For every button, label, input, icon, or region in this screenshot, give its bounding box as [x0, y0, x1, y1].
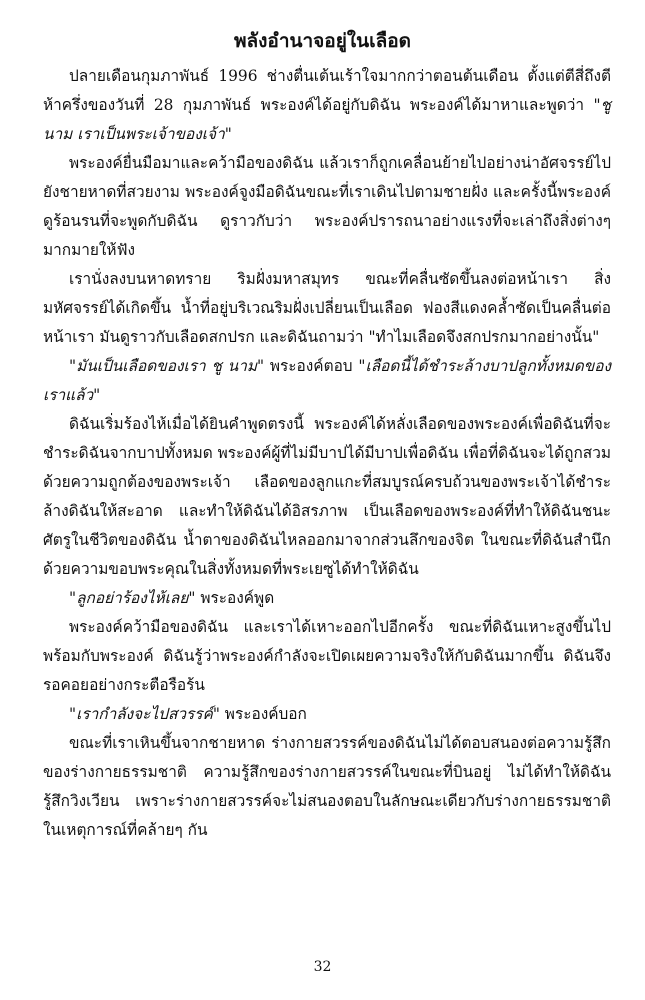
quote-run: "ลูกอย่าร้องไห้เลย"	[69, 589, 196, 607]
text-run: พระองค์ยื่นมือมาและคว้ามือของดิฉัน แล้วเราก็ถูกเคลื่อนย้ายไปอย่างน่าอัศจรรย์ไปยังชายหาดที่สวยงาม พระองค์จูงมือดิฉันขณะที่เราเดินไปตามชายฝั่ง และครั้งนี้พระองค์ดูร้อนรนที่จะพูดกับดิฉัน ดูราวกับว่า พระองค์ปรารถนาอย่างแรงที่จะเล่าถึงสิ่งต่างๆ มากมายให้ฟัง	[43, 154, 611, 259]
text-run: พระองค์ตอบ	[264, 357, 359, 375]
paragraph	[43, 410, 611, 584]
paragraph	[43, 613, 611, 700]
paragraph	[43, 584, 611, 613]
quote-run: "มันเป็นเลือดของเรา ชู นาม"	[69, 357, 265, 375]
paragraph	[43, 62, 611, 149]
paragraph	[43, 700, 611, 729]
paragraph	[43, 729, 611, 845]
quote-run: "เลือดนี้ได้ชำระล้างบาปลูกทั้งหมดของเราแล้ว"	[43, 357, 611, 404]
chapter-body	[43, 62, 611, 845]
text-run: พระองค์คว้ามือของดิฉัน และเราได้เหาะออกไปอีกครั้ง ขณะที่ดิฉันเหาะสูงขึ้นไปพร้อมกับพระองค์ ดิฉันรู้ว่าพระองค์กำลังจะเปิดเผยความจริงให้กับดิฉันมากขึ้น ดิฉันจึงรอคอยอย่างกระตือรือร้น	[43, 618, 611, 694]
page-number: 32	[313, 959, 332, 975]
chapter-title: พลังอำนาจอยู่ในเลือด	[233, 30, 411, 52]
text-run: เรานั่งลงบนหาดทราย ริมฝั่งมหาสมุทร ขณะที่คลื่นซัดขึ้นลงต่อหน้าเรา สิ่งมหัศจรรย์ได้เกิดขึ้น น้ำที่อยู่บริเวณริมฝั่งเปลี่ยนเป็นเลือด ฟองสีแดงคล้ำซัดเป็นคลื่นต่อหน้าเรา มันดูราวกับเลือดสกปรก และดิฉันถามว่า "ทำไมเลือดจึงสกปรกมากอย่างนั้น"	[43, 270, 611, 346]
paragraph	[43, 149, 611, 265]
text-run: ดิฉันเริ่มร้องไห้เมื่อได้ยินคำพูดตรงนี้ พระองค์ได้หลั่งเลือดของพระองค์เพื่อดิฉันที่จะชำระดิฉันจากบาปทั้งหมด พระองค์ผู้ที่ไม่มีบาปได้มีบาปเพื่อดิฉัน เพื่อที่ดิฉันจะได้ถูกสวมด้วยความถูกต้องของพระเจ้า เลือดของลูกแกะที่สมบูรณ์ครบถ้วนของพระเจ้าได้ชำระล้างดิฉันให้สะอาด และทำให้ดิฉันได้อิสรภาพ เป็นเลือดของพระองค์ที่ทำให้ดิฉันชนะศัตรูในชีวิตของดิฉัน น้ำตาของดิฉันไหลออกมาจากส่วนลึกของจิต ในขณะที่ดิฉันสำนึกด้วยความขอบพระคุณในสิ่งทั้งหมดที่พระเยซูได้ทำให้ดิฉัน	[43, 415, 611, 578]
text-run: ปลายเดือนกุมภาพันธ์ 1996 ช่างตื่นเต้นเร้าใจมากกว่าตอนต้นเดือน ตั้งแต่ตีสี่ถึงตีห้าครึ่งของวันที่ 28 กุมภาพันธ์ พระองค์ได้อยู่กับดิฉัน พระองค์ได้มาหาและพูดว่า	[43, 67, 611, 114]
text-run: พระองค์พูด	[195, 589, 275, 607]
paragraph	[43, 352, 611, 410]
text-run: พระองค์บอก	[219, 705, 307, 723]
quote-run: "ชู นาม เราเป็นพระเจ้าของเจ้า"	[43, 96, 611, 143]
paragraph	[43, 265, 611, 352]
quote-run: "เรากำลังจะไปสวรรค์"	[69, 705, 220, 723]
text-run: ขณะที่เราเหินขึ้นจากชายหาด ร่างกายสวรรค์ของดิฉันไม่ได้ตอบสนองต่อความรู้สึกของร่างกายธรรมชาติ ความรู้สึกของร่างกายสวรรค์ในขณะที่บินอยู่ ไม่ได้ทำให้ดิฉันรู้สึกวิงเวียน เพราะร่างกายสวรรค์จะไม่สนองตอบในลักษณะเดียวกับร่างกายธรรมชาติในเหตุการณ์ที่คล้ายๆ กัน	[43, 734, 611, 839]
